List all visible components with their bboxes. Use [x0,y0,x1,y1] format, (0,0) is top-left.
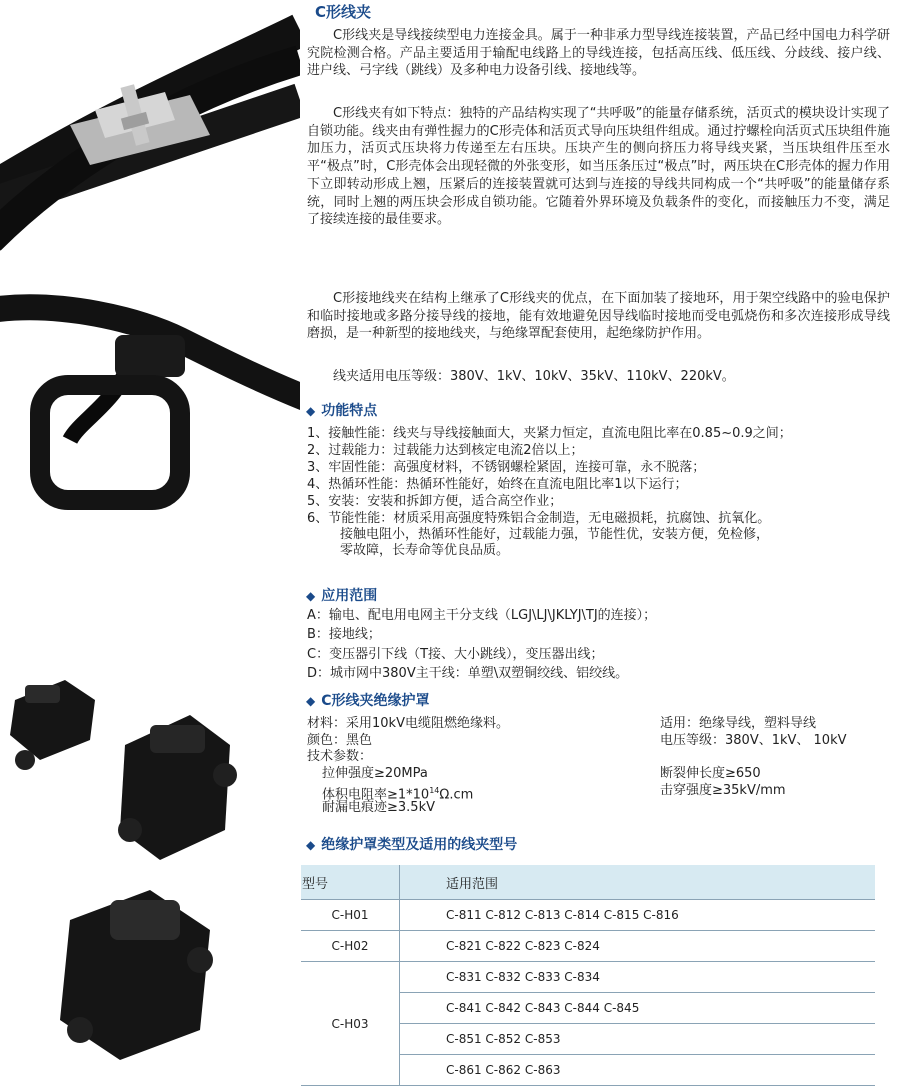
table-row [301,900,875,931]
application-item: C：变压器引下线（T接、大小跳线），变压器出线； [307,647,604,662]
cover-voltage: 电压等级：380V、1kV、 10kV [660,733,847,748]
cover-tracking: 耐漏电痕迹≥3.5kV [322,800,435,815]
feature-item: 5、安装：安装和拆卸方便，适合高空作业； [307,494,563,509]
cover-tensile: 拉伸强度≥20MPa [322,766,428,781]
cover-apply: 适用：绝缘导线，塑料导线 [660,716,817,731]
diamond-icon: ◆ [306,694,316,708]
range-cell: C-821 C-822 C-823 C-824 [400,931,876,962]
application-item: D：城市网中380V主干线：单塑\双塑铜绞线、铝绞线。 [307,666,629,681]
feature-item-cont: 零故障，长寿命等优良品质。 [340,543,510,558]
cover-breakdown: 击穿强度≥35kV/mm [660,783,786,798]
intro-paragraph-4: 线夹适用电压等级：380V、1kV、10kV、35kV、110kV、220kV。 [333,369,735,384]
cover-resistivity: 体积电阻率$\ge 1*10^{14}\Omega.cm$ [322,786,474,803]
feature-item: 3、牢固性能：高强度材料，不锈钢螺栓紧固，连接可靠，永不脱落； [307,460,706,475]
table-header-row [301,865,875,900]
feature-item: 1、接触性能：线夹与导线接触面大，夹紧力恒定，直流电阻比率在0.85~0.9之间； [307,426,792,441]
intro-paragraph-3: C形接地线夹在结构上继承了C形线夹的优点，在下面加装了接地环，用于架空线路中的验电保护和临时接地或多路分接导线的接地，能有效地避免因导线临时接地而受电弧烧伤和多次连接形成导线磨损，是一种新型的接地线夹，与绝缘罩配套使用，起绝缘防护作用。 [307,291,890,342]
model-table [301,865,875,1086]
feature-item: 2、过载能力：过载能力达到核定电流2倍以上； [307,443,584,458]
intro-paragraph-2: C形线夹有如下特点：独特的产品结构实现了“共呼吸”的能量存储系统，活页式的模块设计实现了自锁功能。线夹由有弹性握力的C形壳体和活页式导向压块组件组成。通过拧螺栓向活页式压块组件施加压力，活页式压块将力传递至左右压块。压块产生的侧向挤压力将导线夹紧，当压块组件压至水平“极点”时，C形壳体会出现轻微的外张变形，如当压条压过“极点”时，两压块在C形壳体的握力作用下立即转动形成上翘，压紧后的连接装置就可达到与连接的导线共同构成一个“共呼吸”的能量储存系统，同时上翘的两压块会形成自锁功能。它随着外界环境及负载条件的变化，而接触压力不变，满足了接续连接的最佳要求。 [307,106,890,228]
range-cell: C-841 C-842 C-843 C-844 C-845 [400,993,876,1024]
table-row [301,962,875,993]
table-row [301,931,875,962]
range-cell: C-851 C-852 C-853 [400,1024,876,1055]
range-cell: C-861 C-862 C-863 [400,1055,876,1086]
column-header: 适用范围 [400,865,876,900]
feature-item: 4、热循环性能：热循环性能好，始终在直流电阻比率1以下运行； [307,477,688,492]
application-item: A：输电、配电用电网主干分支线（LGJ\LJ\JKLYJ\TJ的连接）； [307,608,657,623]
feature-item: 6、节能性能：材质采用高强度特殊铝合金制造，无电磁损耗，抗腐蚀、抗氧化。 [307,511,771,526]
clamp-photo [0,0,300,1065]
applications-heading: ◆ 应用范围 [306,588,378,604]
range-cell: C-831 C-832 C-833 C-834 [400,962,876,993]
cover-color: 颜色：黑色 [307,733,373,748]
model-cell: C-H01 [301,900,400,931]
model-cell: C-H03 [301,962,400,1086]
product-photos [0,0,300,1065]
diamond-icon: ◆ [306,838,316,852]
intro-paragraph-1: C形线夹是导线接续型电力连接金具。属于一种非承力型导线连接装置，产品已经中国电力科学研究院检测合格。产品主要适用于输配电线路上的导线连接，包括高压线、低压线、分歧线、接户线、进户线、弓字线（跳线）及多种电力设备引线、接地线等。 [307,28,890,79]
column-header: 型号 [301,865,400,900]
feature-item-cont: 接触电阻小，热循环性能好，过载能力强，节能性优，安装方便，免检修， [340,527,770,542]
features-heading: ◆ 功能特点 [306,403,378,419]
cover-elongation: 断裂伸长度≥650 [660,766,761,781]
table-heading: ◆ 绝缘护罩类型及适用的线夹型号 [306,837,518,853]
diamond-icon: ◆ [306,589,316,603]
range-cell: C-811 C-812 C-813 C-814 C-815 C-816 [400,900,876,931]
cover-heading: ◆ C形线夹绝缘护罩 [306,693,430,709]
model-cell: C-H02 [301,931,400,962]
application-item: B：接地线； [307,627,381,642]
page-title: C形线夹 [315,3,372,21]
cover-material: 材料：采用10kV电缆阻燃绝缘料。 [307,716,509,731]
cover-tech-label: 技术参数： [307,749,373,764]
diamond-icon: ◆ [306,404,316,418]
